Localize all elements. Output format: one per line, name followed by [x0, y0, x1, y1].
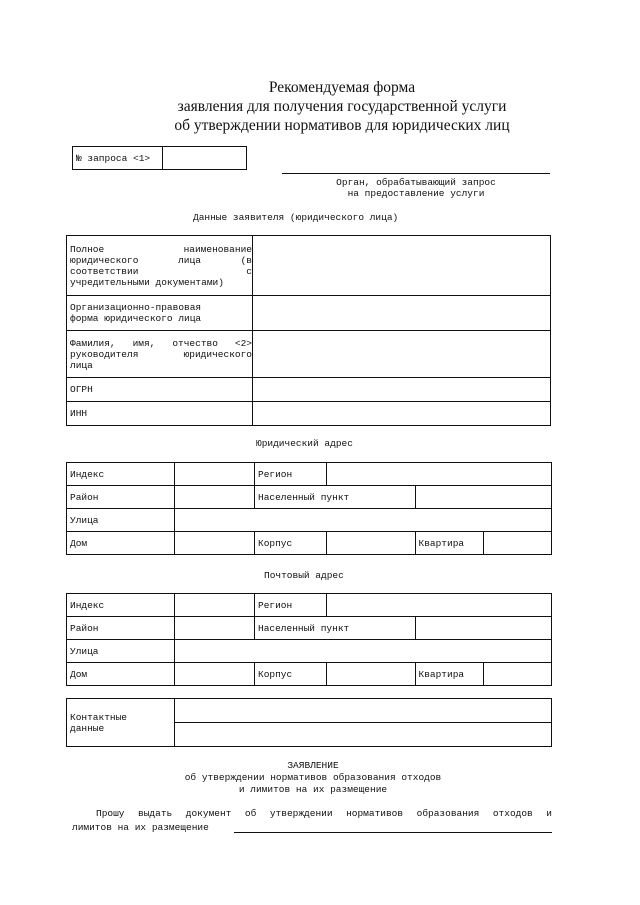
organ-caption-line-2: на предоставление услуги — [347, 188, 485, 199]
postal-district-label: Район — [67, 617, 175, 640]
legal-index-label: Индекс — [67, 463, 175, 486]
org-form-label: Организационно-правовая форма юридического лица — [67, 296, 253, 331]
postal-apartment-label: Квартира — [415, 663, 483, 686]
legal-region-field-b[interactable] — [415, 463, 552, 486]
legal-region-field-a[interactable] — [327, 463, 416, 486]
head-name-label: Фамилия, имя, отчество <2> руководителя юридического лица — [67, 331, 253, 378]
postal-region-field-a[interactable] — [327, 594, 416, 617]
contacts-table — [66, 698, 552, 747]
organ-signature-line[interactable] — [282, 173, 550, 174]
postal-region-field-b[interactable] — [415, 594, 552, 617]
contacts-label: Контактные данные — [67, 699, 175, 747]
postal-district-field[interactable] — [175, 617, 255, 640]
postal-address-heading: Почтовый адрес — [264, 570, 344, 581]
legal-index-field[interactable] — [175, 463, 255, 486]
applicant-table — [66, 235, 551, 426]
statement-title: ЗАЯВЛЕНИЕ — [287, 760, 339, 771]
postal-index-label: Индекс — [67, 594, 175, 617]
legal-house-field[interactable] — [175, 532, 255, 555]
request-number-table — [72, 146, 247, 170]
form-title-line-2: заявления для получения государственной услуги — [177, 98, 507, 115]
legal-locality-field[interactable] — [415, 486, 552, 509]
postal-street-label: Улица — [67, 640, 175, 663]
legal-district-label: Район — [67, 486, 175, 509]
postal-address-table — [66, 593, 552, 686]
ogrn-field[interactable] — [253, 378, 551, 402]
postal-locality-label: Населенный пункт — [255, 617, 416, 640]
full-name-label: Полное наименование юридического лица (в соответствии с учредительными документами) — [67, 236, 253, 296]
form-title-line-1: Рекомендуемая форма — [268, 79, 416, 96]
legal-region-label: Регион — [255, 463, 327, 486]
ogrn-label: ОГРН — [67, 378, 253, 402]
legal-street-field[interactable] — [175, 509, 552, 532]
postal-building-label: Корпус — [255, 663, 327, 686]
inn-field[interactable] — [253, 402, 551, 426]
postal-apartment-field[interactable] — [483, 663, 551, 686]
full-name-field[interactable] — [253, 236, 551, 296]
organ-caption-line-1: Орган, обрабатывающий запрос — [336, 177, 496, 188]
legal-apartment-field[interactable] — [483, 532, 551, 555]
form-title-line-3: об утверждении нормативов для юридических лиц — [174, 117, 510, 134]
statement-body-line-2: лимитов на их размещение — [72, 822, 209, 833]
contacts-field-2[interactable] — [175, 723, 552, 747]
legal-street-label: Улица — [67, 509, 175, 532]
statement-subtitle-line-2: и лимитов на их размещение — [238, 784, 388, 795]
legal-district-field[interactable] — [175, 486, 255, 509]
request-number-label: № запроса <1> — [73, 147, 163, 170]
statement-fill-line[interactable] — [234, 832, 552, 833]
contacts-field-1[interactable] — [175, 699, 552, 723]
legal-apartment-label: Квартира — [415, 532, 483, 555]
request-number-field[interactable] — [163, 147, 247, 170]
applicant-heading: Данные заявителя (юридического лица) — [193, 212, 399, 223]
postal-building-field[interactable] — [327, 663, 416, 686]
postal-house-field[interactable] — [175, 663, 255, 686]
legal-building-field[interactable] — [327, 532, 416, 555]
legal-address-table — [66, 462, 552, 555]
postal-region-label: Регион — [255, 594, 327, 617]
legal-locality-label: Населенный пункт — [255, 486, 416, 509]
postal-index-field[interactable] — [175, 594, 255, 617]
statement-subtitle-line-1: об утверждении нормативов образования отходов — [184, 772, 442, 783]
legal-building-label: Корпус — [255, 532, 327, 555]
legal-house-label: Дом — [67, 532, 175, 555]
postal-house-label: Дом — [67, 663, 175, 686]
org-form-field[interactable] — [253, 296, 551, 331]
postal-street-field[interactable] — [175, 640, 552, 663]
postal-locality-field[interactable] — [415, 617, 552, 640]
head-name-field[interactable] — [253, 331, 551, 378]
legal-address-heading: Юридический адрес — [256, 438, 353, 449]
inn-label: ИНН — [67, 402, 253, 426]
statement-body-line-1: Прошу выдать документ об утверждении нормативов образования отходов и — [96, 808, 552, 819]
